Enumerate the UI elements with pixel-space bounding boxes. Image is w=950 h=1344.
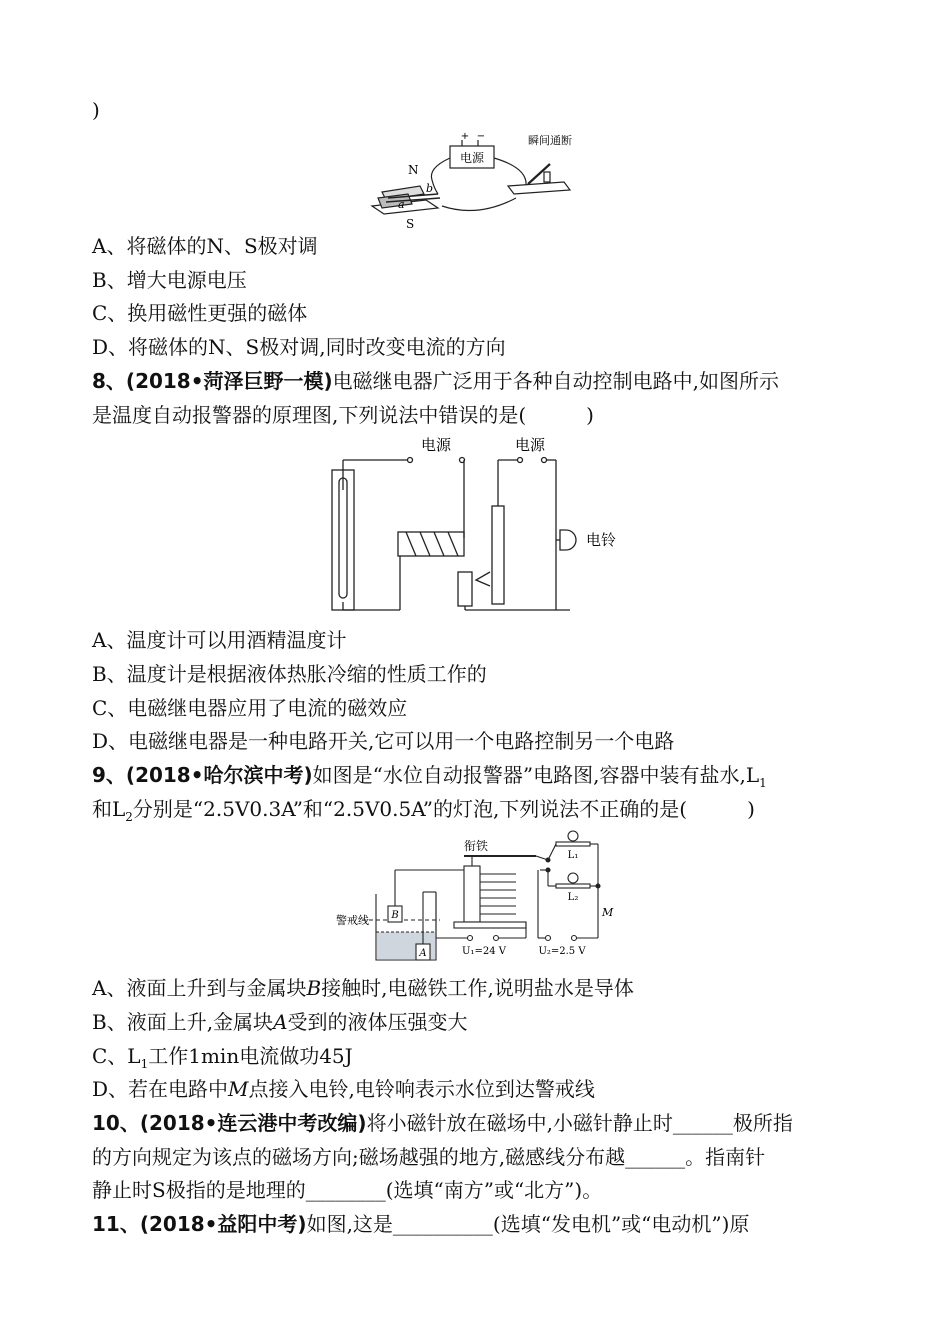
fig3-b-label: B [391, 910, 399, 921]
fig1-switch-label: 瞬间通断 [528, 134, 572, 147]
q7-option-a: A、将磁体的N、S极对调 [92, 234, 318, 258]
q10-line-2: 的方向规定为该点的磁场方向;磁场越强的地方,磁感线分布越______。指南针 [92, 1145, 766, 1169]
q9-option-c-sub: 1 [140, 1057, 149, 1071]
q9-option-a-pre: A、液面上升到与金属块 [92, 976, 307, 1000]
fig2-source-right: 电源 [514, 436, 546, 454]
q8-source: (2018•菏泽巨野一模) [125, 369, 333, 393]
q11-source: (2018•益阳中考) [139, 1212, 307, 1236]
q10-line-3: 静止时S极指的是地理的________(选填“南方”或“北方”)。 [92, 1178, 603, 1202]
q9-option-b-pre: B、液面上升,金属块 [92, 1010, 274, 1034]
fig3-l1-label: L₁ [567, 850, 579, 861]
q8-line-1 [92, 367, 779, 395]
q9-option-c [92, 1042, 353, 1078]
fig3-armature-label: 衔铁 [463, 839, 489, 853]
q9-stem-1-sub: 1 [759, 776, 767, 790]
q9-option-b [92, 1008, 468, 1036]
q9-option-a-post: 接触时,电磁铁工作,说明盐水是导体 [321, 976, 634, 1000]
q9-stem-2-sub: 2 [125, 810, 133, 824]
fig1-n-label: N [408, 163, 419, 177]
fig3-l2-label: L₂ [567, 892, 579, 903]
fig1-s-label: S [406, 217, 415, 230]
fig2-source-left: 电源 [420, 436, 452, 454]
fig1-minus: − [476, 131, 486, 142]
q9-option-b-var: A [273, 1010, 288, 1034]
q9-option-d-post: 点接入电铃,电铃响表示水位到达警戒线 [248, 1077, 595, 1101]
q8-option-d: D、电磁继电器是一种电路开关,它可以用一个电路控制另一个电路 [92, 729, 675, 753]
q11-number: 11、 [92, 1212, 140, 1236]
q8-number: 8、 [92, 369, 126, 393]
q9-source: (2018•哈尔滨中考) [125, 763, 313, 787]
figure-temperature-alarm [330, 430, 630, 614]
q8-stem-1: 电磁继电器广泛用于各种自动控制电路中,如图所示 [332, 369, 780, 393]
fig1-source-label: 电源 [459, 151, 485, 165]
q9-option-c-pre: C、L [92, 1044, 141, 1068]
q9-option-c-post: 工作1min电流做功45J [148, 1044, 353, 1068]
q10-stem-1: 将小磁针放在磁场中,小磁针静止时______极所指 [366, 1111, 793, 1135]
fig3-u2-label: U₂=2.5 V [538, 946, 586, 957]
q9-option-d [92, 1075, 595, 1103]
q9-option-b-post: 受到的液体压强变大 [287, 1010, 468, 1034]
fig1-plus: + [460, 131, 470, 142]
q7-option-c: C、换用磁性更强的磁体 [92, 301, 308, 325]
figure-water-level-alarm [336, 826, 616, 968]
q9-line-1 [92, 761, 767, 797]
fig3-m-label: M [602, 906, 614, 919]
fig2-bell-label: 电铃 [586, 531, 617, 549]
q10-number: 10、 [92, 1111, 140, 1135]
q9-stem-1: 如图是“水位自动报警器”电路图,容器中装有盐水,L [312, 763, 760, 787]
q7-option-b: B、增大电源电压 [92, 268, 247, 292]
q9-stem-2-pre: 和L [92, 797, 126, 821]
q9-number: 9、 [92, 763, 126, 787]
fig1-a-label: a [398, 198, 405, 211]
q9-option-a-var: B [306, 976, 322, 1000]
q9-option-a [92, 974, 634, 1002]
q11-line-1 [92, 1210, 749, 1238]
top-paren: ) [92, 98, 100, 122]
q7-option-d: D、将磁体的N、S极对调,同时改变电流的方向 [92, 335, 506, 359]
fig3-warning-line-label: 警戒线 [336, 914, 369, 927]
fig1-b-label: b [426, 182, 434, 195]
q8-option-b: B、温度计是根据液体热胀冷缩的性质工作的 [92, 662, 487, 686]
q11-stem-1: 如图,这是__________(选填“发电机”或“电动机”)原 [306, 1212, 750, 1236]
q8-option-a: A、温度计可以用酒精温度计 [92, 628, 347, 652]
q10-source: (2018•连云港中考改编) [139, 1111, 367, 1135]
q9-option-d-pre: D、若在电路中 [92, 1077, 229, 1101]
fig3-u1-label: U₁=24 V [462, 946, 506, 957]
q9-stem-2-post: 分别是“2.5V0.3A”和“2.5V0.5A”的灯泡,下列说法不正确的是( ) [132, 797, 755, 821]
q8-line-2: 是温度自动报警器的原理图,下列说法中错误的是( ) [92, 403, 594, 427]
fig3-a-label: A [419, 948, 427, 959]
figure-motor-circuit [368, 128, 582, 230]
q10-line-1 [92, 1109, 793, 1137]
q8-option-c: C、电磁继电器应用了电流的磁效应 [92, 696, 408, 720]
q9-option-d-var: M [228, 1077, 249, 1101]
